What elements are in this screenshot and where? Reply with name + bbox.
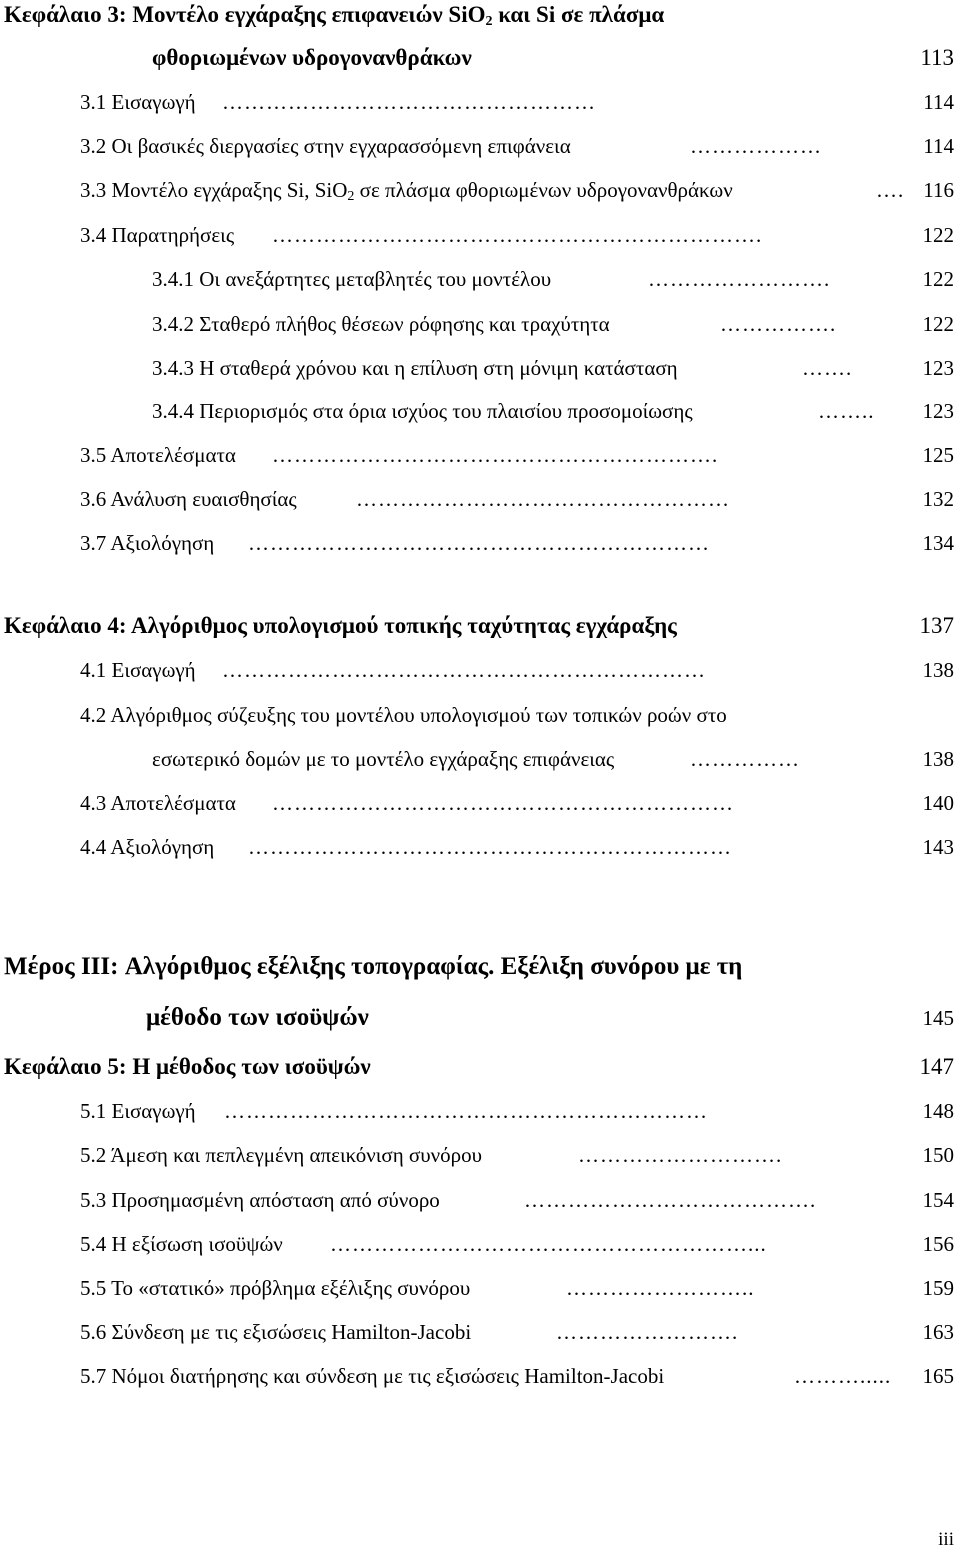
- toc-entry-5-4[interactable]: [0, 1227, 960, 1261]
- dot-leader: ……………………………………………: [356, 487, 730, 511]
- toc-entry-3-4-3[interactable]: [0, 351, 960, 385]
- toc-entry-page: 148: [922, 1099, 954, 1123]
- part-3-title: Μέρος III: Αλγόριθμος εξέλιξης τοπογραφίας. Εξέλιξη συνόρου με τη: [4, 953, 743, 980]
- toc-entry-3-6[interactable]: [0, 482, 960, 516]
- chapter-3-heading-line1: [0, 0, 960, 32]
- chapter-5-page: 147: [919, 1054, 954, 1079]
- chapter-4-heading[interactable]: [0, 609, 960, 643]
- toc-entry-5-5[interactable]: [0, 1271, 960, 1305]
- toc-entry-3-4-1[interactable]: [0, 262, 960, 296]
- toc-entry-4-2-continued[interactable]: [0, 742, 960, 776]
- toc-entry-5-7[interactable]: [0, 1359, 960, 1393]
- part-3-title-continued: μέθοδο των ισοϋψών: [146, 1004, 369, 1031]
- toc-entry-title: 5.5 Το «στατικό» πρόβλημα εξέλιξης συνόρου: [80, 1276, 471, 1300]
- toc-entry-title: 3.7 Αξιολόγηση: [80, 531, 215, 555]
- toc-entry-page: 116: [923, 178, 954, 202]
- toc-entry-title: 4.3 Αποτελέσματα: [80, 791, 236, 815]
- dot-leader: …………………………………………………...: [330, 1232, 767, 1256]
- toc-entry-page: 143: [922, 835, 954, 859]
- toc-entry-3-2[interactable]: [0, 129, 960, 163]
- toc-entry-title-continued: εσωτερικό δομών με το μοντέλο εγχάραξης επιφάνειας: [152, 747, 615, 771]
- chapter-5-title: Κεφάλαιο 5: Η μέθοδος των ισοϋψών: [4, 1054, 371, 1079]
- dot-leader: …………………….: [556, 1320, 739, 1344]
- part-3-heading-line2[interactable]: [0, 1001, 960, 1035]
- dot-leader: …………………………………………………………: [222, 658, 706, 682]
- toc-entry-title: 5.2 Άμεση και πεπλεγμένη απεικόνιση συνόρου: [80, 1143, 483, 1167]
- toc-entry-page: 140: [922, 791, 954, 815]
- toc-entry-5-6[interactable]: [0, 1315, 960, 1349]
- toc-entry-3-3[interactable]: [0, 173, 960, 207]
- chapter-3-page: 113: [920, 45, 954, 70]
- dot-leader: ……………………….: [578, 1143, 783, 1167]
- toc-entry-3-4-4[interactable]: [0, 394, 960, 428]
- page-number: iii: [938, 1529, 954, 1550]
- toc-entry-4-4[interactable]: [0, 830, 960, 864]
- dot-leader: ……….....: [794, 1364, 892, 1388]
- toc-entry-title: 3.4.2 Σταθερό πλήθος θέσεων ρόφησης και τραχύτητα: [152, 312, 610, 336]
- chapter-3-title-continued: φθοριωμένων υδρογονανθράκων: [152, 45, 472, 70]
- toc-entry-page: 138: [922, 658, 954, 682]
- toc-entry-page: 163: [922, 1320, 954, 1344]
- toc-entry-page: 123: [922, 399, 954, 423]
- chapter-4-page: 137: [919, 613, 954, 638]
- part-3-heading-line1: [0, 950, 960, 984]
- toc-entry-title: 3.2 Οι βασικές διεργασίες στην εγχαρασσόμενη επιφάνεια: [80, 134, 571, 158]
- dot-leader: ……………………..: [566, 1276, 755, 1300]
- dot-leader: …………………….: [648, 267, 831, 291]
- toc-entry-title: 3.3 Μοντέλο εγχάραξης Si, SiO$_2$ σε πλάσμα φθοριωμένων υδρογονανθράκων: [80, 178, 733, 204]
- toc-entry-title: 5.6 Σύνδεση με τις εξισώσεις Hamilton-Jacobi: [80, 1320, 472, 1344]
- toc-entry-page: 122: [922, 312, 954, 336]
- dot-leader: ………………………………………………………: [272, 791, 734, 815]
- toc-entry-title: 3.4.1 Οι ανεξάρτητες μεταβλητές του μοντέλου: [152, 267, 552, 291]
- dot-leader: …………….: [720, 312, 837, 336]
- toc-entry-page: 125: [922, 443, 954, 467]
- toc-entry-page: 159: [922, 1276, 954, 1300]
- dot-leader: ……………: [690, 747, 800, 771]
- toc-entry-title: 5.4 Η εξίσωση ισοϋψών: [80, 1232, 283, 1256]
- dot-leader: ………………: [690, 134, 822, 158]
- toc-entry-title: 5.1 Εισαγωγή: [80, 1099, 196, 1123]
- toc-entry-title: 4.2 Αλγόριθμος σύζευξης του μοντέλου υπολογισμού των τοπικών ροών στο: [80, 703, 727, 727]
- toc-entry-3-4-2[interactable]: [0, 307, 960, 341]
- toc-entry-title: 4.4 Αξιολόγηση: [80, 835, 215, 859]
- toc-entry-page: 132: [922, 487, 954, 511]
- toc-entry-3-7[interactable]: [0, 526, 960, 560]
- dot-leader: …………………………………………………….: [272, 443, 719, 467]
- toc-entry-page: 154: [922, 1188, 954, 1212]
- dot-leader: ……..: [818, 399, 875, 423]
- chapter-3-heading-line2: [0, 41, 960, 75]
- dot-leader: …………………………………………………………: [224, 1099, 708, 1123]
- toc-entry-title: 3.4.3 Η σταθερά χρόνου και η επίλυση στη μόνιμη κατάσταση: [152, 356, 678, 380]
- toc-entry-4-1[interactable]: [0, 653, 960, 687]
- toc-entry-page: 114: [923, 134, 954, 158]
- toc-entry-page: 122: [922, 267, 954, 291]
- toc-entry-3-4[interactable]: [0, 218, 960, 252]
- toc-entry-title: 5.7 Νόμοι διατήρησης και σύνδεση με τις εξισώσεις Hamilton-Jacobi: [80, 1364, 665, 1388]
- toc-entry-4-2[interactable]: [0, 698, 960, 732]
- toc-entry-page: 134: [922, 531, 954, 555]
- toc-entry-3-1[interactable]: [0, 85, 960, 119]
- chapter-5-heading[interactable]: [0, 1050, 960, 1084]
- toc-entry-page: 156: [922, 1232, 954, 1256]
- chapter-4-title: Κεφάλαιο 4: Αλγόριθμος υπολογισμού τοπικής ταχύτητας εγχάραξης: [4, 613, 677, 638]
- toc-entry-page: 114: [923, 90, 954, 114]
- toc-entry-title: 3.4.4 Περιορισμός στα όρια ισχύος του πλαισίου προσομοίωσης: [152, 399, 693, 423]
- toc-entry-page: 138: [922, 747, 954, 771]
- toc-entry-page: 165: [922, 1364, 954, 1388]
- dot-leader: ………………………………………………………: [248, 531, 710, 555]
- toc-entry-title: 3.5 Αποτελέσματα: [80, 443, 236, 467]
- toc-entry-4-3[interactable]: [0, 786, 960, 820]
- toc-entry-page: 122: [922, 223, 954, 247]
- dot-leader: ………………………………….: [524, 1188, 817, 1212]
- dot-leader: …….: [802, 356, 853, 380]
- chapter-3-title: Κεφάλαιο 3: Μοντέλο εγχάραξης επιφανειών SiO$_2$ και Si σε πλάσμα: [4, 2, 665, 29]
- toc-entry-5-1[interactable]: [0, 1094, 960, 1128]
- dot-leader: ………………………………………………………….: [272, 223, 763, 247]
- dot-leader: …………………………………………………………: [248, 835, 732, 859]
- toc-entry-page: 150: [922, 1143, 954, 1167]
- toc-entry-title: 3.6 Ανάλυση ευαισθησίας: [80, 487, 297, 511]
- toc-entry-page: 123: [922, 356, 954, 380]
- toc-entry-title: 3.1 Εισαγωγή: [80, 90, 196, 114]
- part-3-page: 145: [922, 1006, 954, 1030]
- dot-leader: ….: [876, 178, 905, 202]
- toc-entry-title: 4.1 Εισαγωγή: [80, 658, 196, 682]
- toc-entry-title: 5.3 Προσημασμένη απόσταση από σύνορο: [80, 1188, 440, 1212]
- toc-entry-5-3[interactable]: [0, 1183, 960, 1217]
- toc-entry-3-5[interactable]: [0, 438, 960, 472]
- toc-entry-title: 3.4 Παρατηρήσεις: [80, 223, 235, 247]
- dot-leader: ……………………………………………: [222, 90, 596, 114]
- toc-entry-5-2[interactable]: [0, 1138, 960, 1172]
